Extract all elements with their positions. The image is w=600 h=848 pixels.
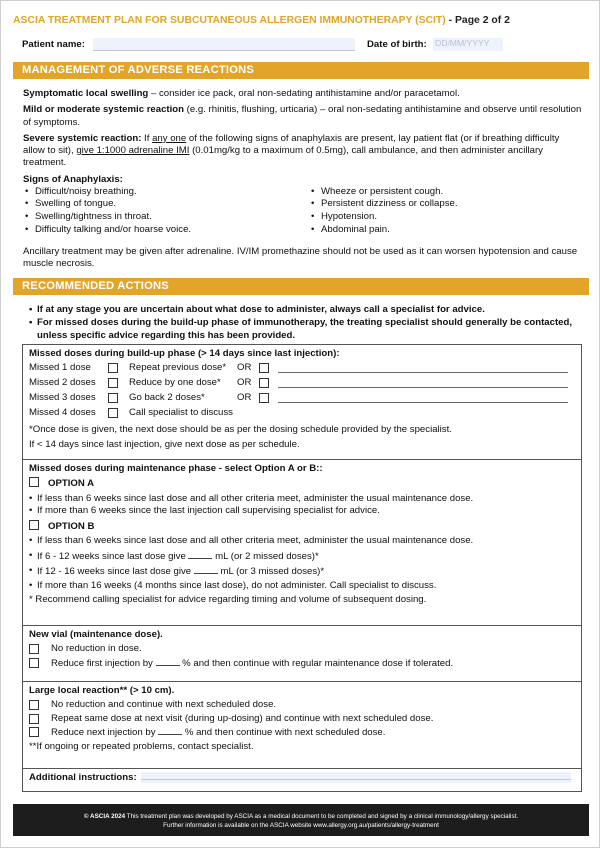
option-b-item: • If less than 6 weeks since last dose and all other criteria meet, administer the usual maintenance dose. xyxy=(29,535,575,547)
buildup-grid xyxy=(29,362,575,422)
option-b-item: • If 12 - 16 weeks since last dose give mL (or 3 missed doses)* xyxy=(29,565,575,578)
option-a-label: OPTION A xyxy=(48,478,95,490)
large-local-title: Large local reaction** (> 10 cm). xyxy=(29,685,175,696)
action-label: Repeat previous dose* xyxy=(129,362,227,374)
additional-section xyxy=(23,769,581,791)
buildup-note-1: *Once dose is given, the next dose should be as per the dosing schedule provided by the specialist. xyxy=(29,424,452,436)
maintenance-title: Missed doses during maintenance phase - select Option A or B:: xyxy=(29,463,323,474)
option-a-checkbox[interactable] xyxy=(29,477,39,487)
new-vial-option: Reduce first injection by % and then continue with regular maintenance dose if tolerated. xyxy=(29,657,575,670)
missed-1-alt-field[interactable] xyxy=(278,372,568,373)
recommended-bullet: • If at any stage you are uncertain about what dose to administer, always call a specialist for advice. xyxy=(29,304,574,316)
option-a-row xyxy=(29,477,575,490)
page-title: ASCIA TREATMENT PLAN FOR SUBCUTANEOUS ALLERGEN IMMUNOTHERAPY (SCIT) - Page 2 of 2 xyxy=(13,15,510,26)
option-a-item: • If less than 6 weeks since last dose and all other criteria meet, administer the usual maintenance dose. xyxy=(29,493,575,505)
missed-3-alt-checkbox[interactable] xyxy=(259,393,269,403)
sign-item: • Persistent dizziness or collapse. xyxy=(311,198,458,211)
or-label: OR xyxy=(237,377,252,389)
missed-2-alt-checkbox[interactable] xyxy=(259,378,269,388)
sign-item: • Difficulty talking and/or hoarse voice. xyxy=(25,224,191,237)
buildup-row xyxy=(29,362,574,376)
option-b-row xyxy=(29,520,575,533)
signs-title: Signs of Anaphylaxis: xyxy=(23,173,123,185)
footer-copyright: © ASCIA 2024 xyxy=(83,813,126,820)
missed-label: Missed 2 doses xyxy=(29,377,96,389)
patient-info-row xyxy=(22,39,582,53)
missed-label: Missed 3 doses xyxy=(29,392,96,404)
patient-name-underline xyxy=(93,50,355,51)
missed-label: Missed 1 dose xyxy=(29,362,91,374)
dob-label: Date of birth: xyxy=(367,39,427,50)
patient-name-label: Patient name: xyxy=(22,39,85,50)
new-vial-section xyxy=(23,626,581,682)
footer xyxy=(13,804,589,836)
buildup-note-2: If < 14 days since last injection, give next dose as per schedule. xyxy=(29,438,300,450)
sign-item: • Abdominal pain. xyxy=(311,224,458,237)
footer-line-1: © ASCIA 2024 This treatment plan was developed by ASCIA as a medical document to be completed and signed by a clinical immunology/allergy specialist. xyxy=(83,813,519,820)
signs-right-list xyxy=(311,186,458,236)
adverse-reactions-heading: MANAGEMENT OF ADVERSE REACTIONS xyxy=(13,62,589,79)
reduce-first-checkbox[interactable] xyxy=(29,658,39,668)
large-local-option: Reduce next injection by % and then continue with next scheduled dose. xyxy=(29,726,575,739)
sign-item: • Wheeze or persistent cough. xyxy=(311,186,458,199)
missed-3-checkbox[interactable] xyxy=(108,393,118,403)
recommended-bullets xyxy=(29,304,574,343)
dob-field[interactable]: DD/MM/YYYY xyxy=(433,38,503,51)
sign-item: • Hypotension. xyxy=(311,211,458,224)
large-local-option: No reduction and continue with next scheduled dose. xyxy=(29,699,575,711)
buildup-row xyxy=(29,407,574,421)
maintenance-note: * Recommend calling specialist for advice regarding timing and volume of subsequent dosing. xyxy=(29,594,427,606)
option-b-item: • If more than 16 weeks (4 months since last dose), do not administer. Call specialist to discuss. xyxy=(29,580,575,592)
buildup-title: Missed doses during build-up phase (> 14 days since last injection): xyxy=(29,348,340,359)
buildup-row xyxy=(29,377,574,391)
recommended-bullet: • For missed doses during the build-up phase of immunotherapy, the treating specialist should generally be contacted, unless specific advice regarding this has been provided. xyxy=(29,317,574,342)
dose-12-16-field[interactable] xyxy=(194,565,218,574)
reduce-next-percent-field[interactable] xyxy=(158,726,182,735)
adverse-reactions-section xyxy=(23,88,583,274)
missed-1-alt-checkbox[interactable] xyxy=(259,363,269,373)
ancillary-paragraph: Ancillary treatment may be given after adrenaline. IV/IM promethazine should not be used as it can worsen hypotension and cause muscle necrosis. xyxy=(23,245,578,270)
large-local-note: **If ongoing or repeated problems, contact specialist. xyxy=(29,741,254,753)
missed-3-alt-field[interactable] xyxy=(278,402,568,403)
additional-label: Additional instructions: xyxy=(29,772,137,783)
sign-item: • Swelling of tongue. xyxy=(25,198,191,211)
option-b-checkbox[interactable] xyxy=(29,520,39,530)
new-vial-title: New vial (maintenance dose). xyxy=(29,629,163,640)
sign-item: • Difficult/noisy breathing. xyxy=(25,186,191,199)
option-b-item: • If 6 - 12 weeks since last dose give mL (or 2 missed doses)* xyxy=(29,550,575,563)
large-local-option: Repeat same dose at next visit (during up-dosing) and continue with next scheduled dose. xyxy=(29,713,575,725)
missed-1-checkbox[interactable] xyxy=(108,363,118,373)
severe-paragraph: Severe systemic reaction: If any one of the following signs of anaphylaxis are present, lay patient flat (or if breathing difficulty allow to sit), give 1:1000 adrenaline IMI (0.01mg/kg to a maximum of 0.5mg), call ambulance, and then administer ancillary treatment. xyxy=(23,132,560,169)
option-b-label: OPTION B xyxy=(48,521,95,533)
or-label: OR xyxy=(237,392,252,404)
action-label: Call specialist to discuss xyxy=(129,407,233,419)
recommended-actions-heading: RECOMMENDED ACTIONS xyxy=(13,278,589,295)
no-reduction-continue-checkbox[interactable] xyxy=(29,700,39,710)
missed-4-checkbox[interactable] xyxy=(108,408,118,418)
new-vial-option: No reduction in dose. xyxy=(29,643,575,655)
reduce-first-percent-field[interactable] xyxy=(156,657,180,666)
sign-item: • Swelling/tightness in throat. xyxy=(25,211,191,224)
actions-form-box xyxy=(22,344,582,792)
patient-name-field[interactable] xyxy=(93,38,355,50)
dose-6-12-field[interactable] xyxy=(188,550,212,559)
additional-instructions-field[interactable] xyxy=(141,772,571,783)
option-a-item: • If more than 6 weeks since the last injection call supervising specialist for advice. xyxy=(29,505,575,517)
repeat-dose-checkbox[interactable] xyxy=(29,714,39,724)
symptomatic-paragraph: Symptomatic local swelling – consider ice pack, oral non-sedating antihistamine and/or paracetamol. xyxy=(23,88,460,99)
or-label: OR xyxy=(237,362,252,374)
signs-left-list xyxy=(25,186,191,236)
signs-list xyxy=(23,186,583,246)
buildup-row xyxy=(29,392,574,406)
action-label: Reduce by one dose* xyxy=(129,377,221,389)
missed-2-checkbox[interactable] xyxy=(108,378,118,388)
no-reduction-checkbox[interactable] xyxy=(29,644,39,654)
mild-paragraph: Mild or moderate systemic reaction (e.g. rhinitis, flushing, urticaria) – oral non-sedating antihistamine and observe until resolution of symptoms. xyxy=(23,104,582,128)
large-local-section xyxy=(23,682,581,769)
missed-label: Missed 4 doses xyxy=(29,407,96,419)
missed-2-alt-field[interactable] xyxy=(278,387,568,388)
page-number: - Page 2 of 2 xyxy=(445,15,510,26)
action-label: Go back 2 doses* xyxy=(129,392,205,404)
buildup-section xyxy=(23,345,581,460)
reduce-next-checkbox[interactable] xyxy=(29,727,39,737)
footer-line-2: Further information is available on the ASCIA website www.allergy.org.au/patients/allergy-treatment xyxy=(163,822,439,830)
maintenance-section xyxy=(23,460,581,626)
additional-underline xyxy=(141,779,571,780)
